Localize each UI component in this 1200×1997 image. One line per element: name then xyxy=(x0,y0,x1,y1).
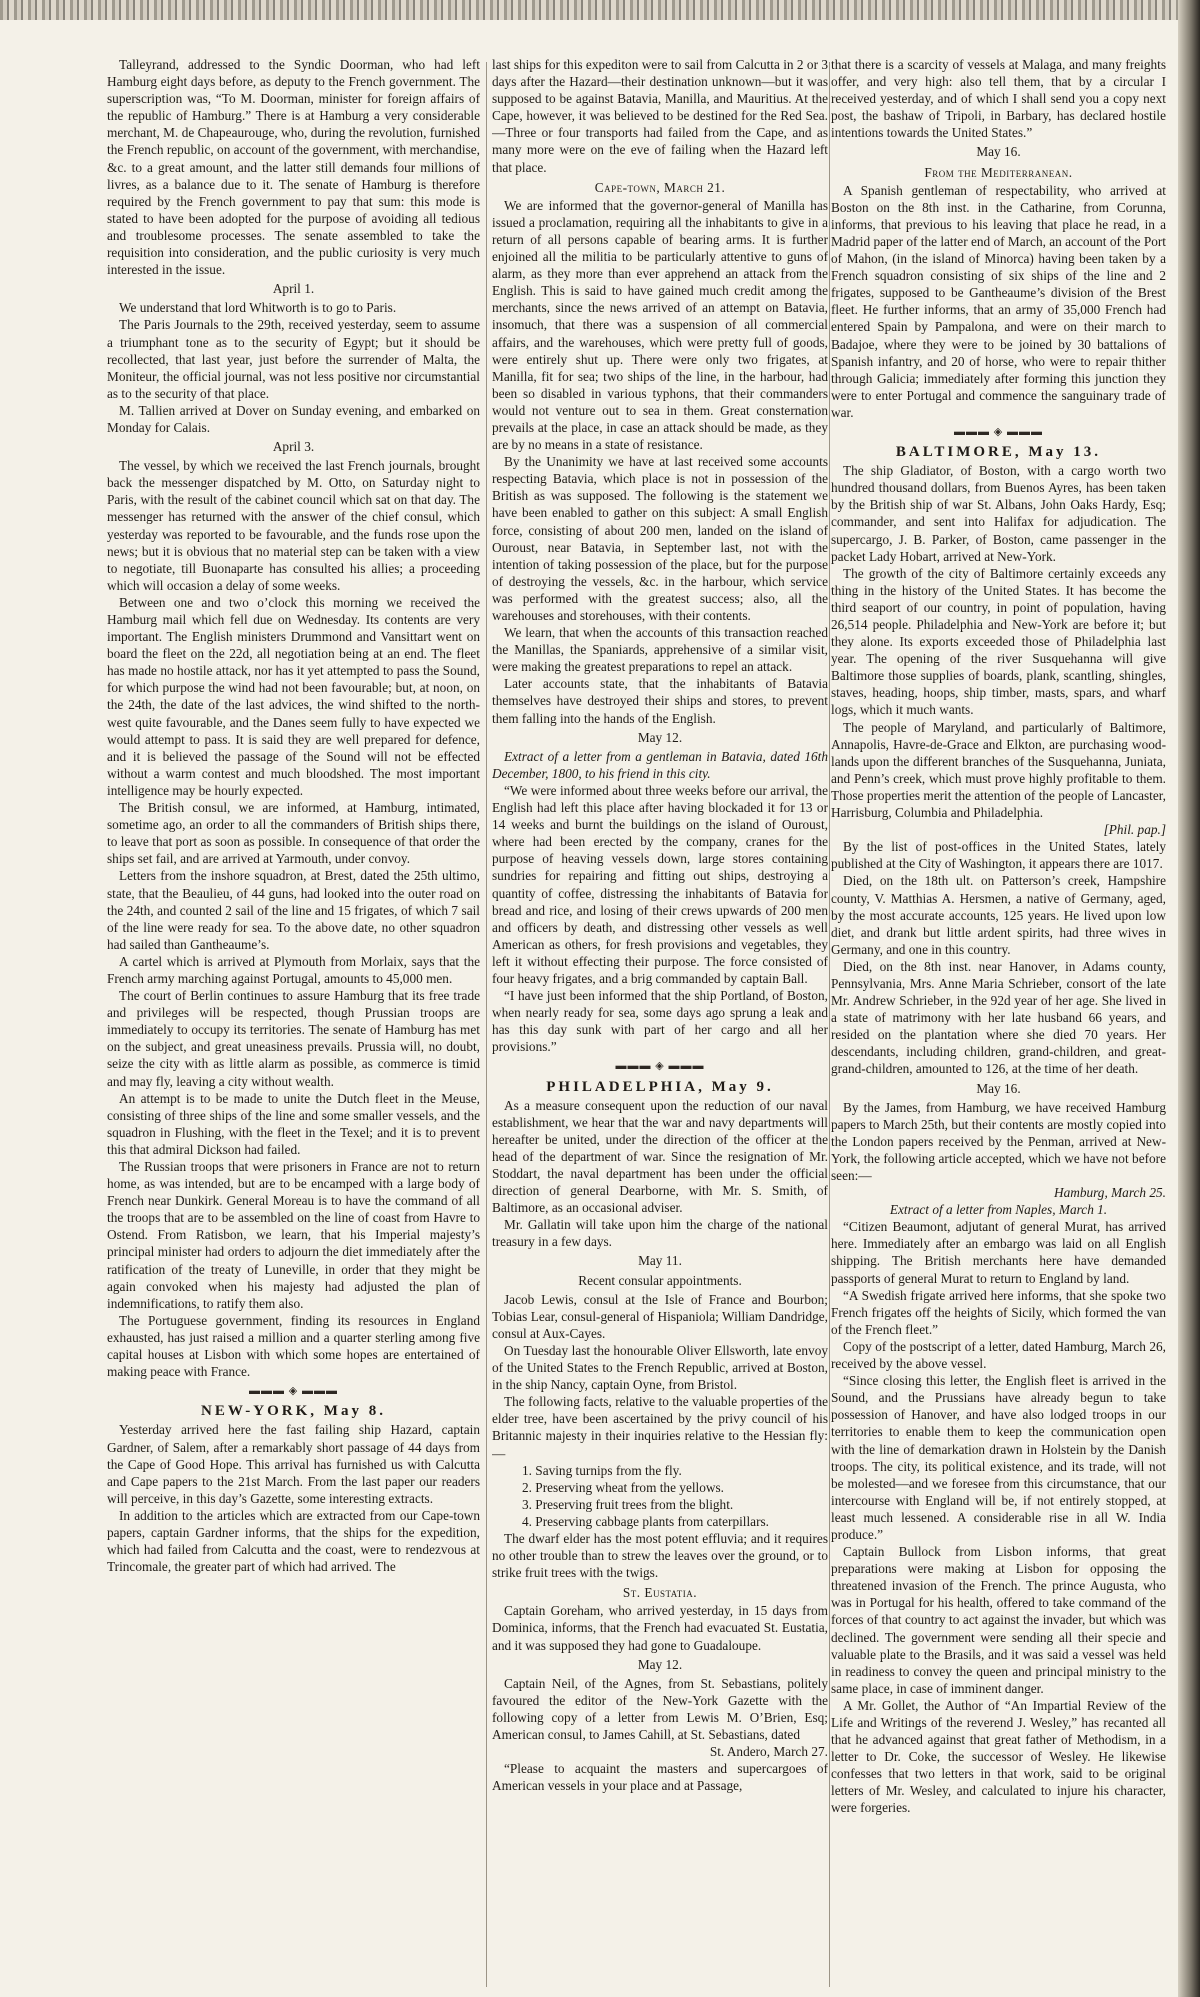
list-item: 1. Saving turnips from the fly. xyxy=(522,1462,682,1478)
paragraph: Between one and two o’clock this morning we received the Hamburg mail which fell due on Wednesday. Its contents are very important. The English ministers Drummond and Vansittart went on board the fleet on the 22d, all negotiation being at an end. The fleet has made no hostile attack, nor has it yet attempted to pass the Sound, for which purpose the wind had not been favourable; but, at noon, on the 24th, the date of the last advices, the wind shifted to the north-west quite favourable, and the Danes seem fully to have expected we would attempt to pass. It is said they are well prepared for defence, and it is believed the passage of the Sound will not be effected without a warm contest and much bloodshed. The most important intelligence may be hourly expected. xyxy=(107,594,480,798)
paragraph: Later accounts state, that the inhabitants of Batavia themselves have destroyed their ships and stores, to prevent them falling into the hands of the English. xyxy=(492,676,828,726)
paragraph: that there is a scarcity of vessels at Malaga, and many freights offer, and very high: also tell them, that by a circular I received yesterday, and of which I shall send you a copy next post, the bashaw of Tripoli, in Barbary, has declared hostile intentions towards the United States.” xyxy=(831,57,1166,141)
paragraph: The dwarf elder has the most potent effluvia; and it requires no other trouble than to strew the leaves over the ground, or to strike fruit trees with the twigs. xyxy=(492,1530,828,1581)
paragraph: A Spanish gentleman of respectability, who arrived at Boston on the 8th inst. in the Catharine, from Corunna, informs, that previous to his leaving that place he read, in a Madrid paper of the latter end of March, an account of the Port of Mahon, (in the island of Minorca) having been taken by a French squadron consisting of six ships of the line and 2 frigates, supposed to be Gantheaume’s division of the Brest fleet. He further informs, that an army of 35,000 French had entered Spain by Pampalona, and were on their march to Badajoe, where they were to be joined by 30 battalions of Spanish infantry, and 20 of horse, who were to repair thither through Galicia; immediately after forming this junction they were to enter Portugal and commence the sanguinary trade of war. xyxy=(831,182,1166,420)
section-heading-philadelphia: PHILADELPHIA, May 9. xyxy=(546,1078,774,1095)
column-2 xyxy=(492,56,828,1991)
dateline: May 16. xyxy=(976,144,1021,160)
dateline: May 12. xyxy=(637,729,683,745)
paragraph: Letters from the inshore squadron, at Brest, dated the 25th ultimo, state, that the Beaulieu, of 44 guns, had looked into the outer road on the 24th, and counted 2 sail of the line and 15 frigates, of which 7 sail of the line were ready for sea. To the above date, no other squadron had sailed than Gantheaume’s. xyxy=(107,868,480,952)
paragraph: The ship Gladiator, of Boston, with a cargo worth two hundred thousand dollars, from Buenos Ayres, has been taken by the British ship of war St. Albans, John Oaks Hardy, Esq; commander, and sent into Halifax for adjudication. The supercargo, J. B. Parker, of Boston, came passenger in the packet Lady Hobart, arrived at New-York. xyxy=(831,463,1166,564)
page-fold-shadow xyxy=(1178,0,1200,1997)
column-rule xyxy=(829,62,830,1987)
paragraph: Captain Neil, of the Agnes, from St. Sebastians, politely favoured the editor of the New-York Gazette with the following copy of a letter from Lewis M. O’Brien, Esq; American consul, to James Cahill, at St. Sebastians, dated xyxy=(492,1675,828,1742)
paragraph: The growth of the city of Baltimore certainly exceeds any thing in the history of the United States. It has become the third seaport of our country, in point of population, having 26,514 people. Philadelphia and New-York are before it; but they alone. Its exports exceeded those of Philadelphia last year. The opening of the river Susquehanna will give Baltimore those supplies of boards, plank, scantling, shingles, staves, heading, hoops, ship timber, masts, spars, and wharf logs, which it much wants. xyxy=(831,565,1166,718)
paragraph: Talleyrand, addressed to the Syndic Doorman, who had left Hamburg eight days before, as deputy to the French government. The superscription was, “To M. Doorman, minister for foreign affairs of the republic of Hamburg.” There is at Hamburg a very considerable merchant, M. de Chapeaurouge, who, during the revolution, furnished the French republic, on account of the government, with merchandise, &c. to a great amount, and the latter still demands four millions of livres, as a balance due to it. The senate of Hamburg is therefore required by the French government to pay that sum: this mode is stated to have been adopted for the purpose of avoiding all tedious and troublesome processes. The senate assembled to take the requisition into consideration, and the public curiosity is very much interested in the issue. xyxy=(107,57,480,278)
section-heading-new-york: NEW-YORK, May 8. xyxy=(201,1403,386,1420)
section-heading-mediterranean: From the Mediterranean. xyxy=(924,164,1073,180)
section-heading-baltimore: BALTIMORE, May 13. xyxy=(895,444,1102,461)
paragraph: The Paris Journals to the 29th, received yesterday, seem to assume a triumphant tone as to the security of Egypt; but it should be recollected, that last year, just before the surrender of Malta, the Moniteur, the official journal, was not less positive nor circumstantial as to the security of that place. xyxy=(107,317,480,401)
column-3 xyxy=(831,56,1166,1991)
paragraph: By the Unanimity we have at last received some accounts respecting Batavia, which place is not in possession of the British as was supposed. The following is the statement we have been enabled to gather on this subject: A small English force, consisting of about 200 men, landed on the island of Ouroust, near Batavia, in September last, not with the intention of taking possession of the place, but for the purpose of destroying the vessels, &c. in the harbour, which service was performed with the greatest success; also, all the warehouses and storehouses, with their contents. xyxy=(492,454,828,623)
list-item: 2. Preserving wheat from the yellows. xyxy=(522,1479,724,1495)
list-item: 4. Preserving cabbage plants from caterpillars. xyxy=(522,1513,770,1529)
section-ornament: ▬▬▬ ◈ ▬▬▬ xyxy=(954,425,1043,438)
dateline: May 12. xyxy=(637,1656,683,1672)
paragraph: The Portuguese government, finding its resources in England exhausted, has just raised a million and a quarter sterling among five capital houses at Lisbon with which some hopes are entertained of making peace with France. xyxy=(107,1312,480,1380)
extract-heading: Extract of a letter from Naples, March 1. xyxy=(889,1202,1108,1218)
extract-heading: Extract of a letter from a gentleman in Batavia, dated 16th December, 1800, to his friend in this city. xyxy=(492,748,828,781)
dateline-st-andero: St. Andero, March 27. xyxy=(709,1744,828,1760)
paragraph: Jacob Lewis, consul at the Isle of France and Bourbon; Tobias Lear, consul-general of Hispaniola; William Dandridge, consul at Aux-Cayes. xyxy=(492,1291,828,1341)
section-ornament: ▬▬▬ ◈ ▬▬▬ xyxy=(615,1060,705,1073)
paragraph: “Please to acquaint the masters and supercargoes of American vessels in your place and at Passage, xyxy=(492,1761,828,1794)
paragraph: A Mr. Gollet, the Author of “An Impartial Review of the Life and Writings of the reverend J. Wesley,” has recanted all that he advanced against that great father of Methodism, in a letter to Dr. Coke, the successor of Wesley. He likewise confesses that two letters in that work, said to be original letters of Mr. Wesley, and calculated to injure his character, were forgeries. xyxy=(831,1697,1166,1816)
paragraph: The people of Maryland, and particularly of Baltimore, Annapolis, Havre-de-Grace and Elkton, are purchasing wood-lands upon the different branches of the Susquehanna, Juniata, and Penn’s creek, which must prove highly profitable to them. Those properties merit the attention of the people of Lancaster, Harrisburg, Columbia and Philadelphia. xyxy=(831,719,1166,821)
paragraph: Captain Goreham, who arrived yesterday, in 15 days from Dominica, informs, that the French had evacuated St. Eustatia, and it was supposed they had gone to Guadaloupe. xyxy=(492,1603,828,1653)
elder-tree-list xyxy=(492,1462,828,1530)
paragraph: Died, on the 8th inst. near Hanover, in Adams county, Pennsylvania, Mrs. Anne Maria Schrieber, consort of the late Mr. Andrew Schrieber, in the 92d year of her age. She lived in a state of matrimony with her late husband 66 years, and resided on the plantation where she died 70 years. Her descendants, including children, grand-children, and great-grand-children, amounted to 126, at the time of her death. xyxy=(831,958,1166,1077)
section-heading-st-eustatia: St. Eustatia. xyxy=(622,1585,698,1601)
paragraph: M. Tallien arrived at Dover on Sunday evening, and embarked on Monday for Calais. xyxy=(107,402,480,435)
subheading-consular-appointments: Recent consular appointments. xyxy=(578,1272,742,1288)
column-1 xyxy=(107,56,480,1991)
torn-top-edge xyxy=(0,0,1200,20)
list-item: 3. Preserving fruit trees from the blight. xyxy=(522,1496,734,1512)
dateline-hamburg: Hamburg, March 25. xyxy=(1053,1185,1166,1201)
paragraph: “Citizen Beaumont, adjutant of general Murat, has arrived here. Immediately after an embargo was laid on all English shipping. The British merchants here have demanded passports of general Murat to return to England by land. xyxy=(831,1219,1166,1286)
paragraph: The Russian troops that were prisoners in France are not to return home, as was intended, but are to be encamped with a large body of French near Dunkirk. General Moreau is to have the command of all the troops that are to be assembled on the line of coast from Havre to Ostend. From Ratisbon, we learn, that his Imperial majesty’s principal minister had orders to adjourn the diet immediately after the ratification of the treaty of Luneville, in order that they might be again convoked when his majesty had adjusted the plan of indemnifications, to ratify them also. xyxy=(107,1159,480,1311)
paragraph: Mr. Gallatin will take upon him the charge of the national treasury in a few days. xyxy=(492,1217,828,1250)
source-attribution: [Phil. pap.] xyxy=(1103,822,1166,838)
paragraph: We understand that lord Whitworth is to go to Paris. xyxy=(119,300,397,316)
paragraph: last ships for this expediton were to sail from Calcutta in 2 or 3 days after the Hazard—their destination unknown—but it was supposed to be against Batavia, Manilla, and Mauritius. At the Cape, however, it was believed to be destined for the Red Sea.—Three or four transports had failed from the Cape, and as many more were on the eve of failing when the Hazard left that place. xyxy=(492,57,828,175)
paragraph: “I have just been informed that the ship Portland, of Boston, when nearly ready for sea, some days ago sprung a leak and has this day sunk with part of her cargo and all her provisions.” xyxy=(492,988,828,1055)
paragraph: “A Swedish frigate arrived here informs, that she spoke two French frigates off the heights of Sicily, which formed the van of the French fleet.” xyxy=(831,1287,1166,1337)
paragraph: The court of Berlin continues to assure Hamburg that its free trade and privileges will be respected, though Prussian troops are immediately to occupy its territories. The senate of Hamburg has met on the subject, and great uneasiness prevails. Prussia will, no doubt, seize the city with as little alarm as possible, as commerce is timid and may fly, leaving a city without wealth. xyxy=(107,988,480,1089)
dateline: April 1. xyxy=(272,281,315,297)
paragraph: An attempt is to be made to unite the Dutch fleet in the Meuse, consisting of three ships of the line and some smaller vessels, and the squadron in Flushing, with the fleet in the Texel; and it is to prevent this that admiral Dickson had failed. xyxy=(107,1090,480,1157)
section-heading-cape-town: Cape-town, March 21. xyxy=(594,179,726,195)
paragraph: The following facts, relative to the valuable properties of the elder tree, have been ascertained by the privy council of his Britannic majesty in their inquiries relative to the Hessian fly:— xyxy=(492,1394,828,1461)
paragraph: Copy of the postscript of a letter, dated Hamburg, March 26, received by the above vessel. xyxy=(831,1338,1166,1372)
paragraph: As a measure consequent upon the reduction of our naval establishment, we hear that the war and navy departments will hereafter be united, under the direction of the officer at the head of the department of war. Since the resignation of Mr. Stoddart, the naval department has been under the official direction of general Dearborne, with Mr. S. Smith, of Baltimore, as an occasional adviser. xyxy=(492,1097,828,1216)
paragraph: Yesterday arrived here the fast failing ship Hazard, captain Gardner, of Salem, after a remarkably short passage of 44 days from the Cape of Good Hope. This arrival has furnished us with Calcutta and Cape papers to the 21st March. From the last paper our readers will perceive, in this day’s Gazette, some interesting extracts. xyxy=(107,1422,480,1506)
paragraph: We are informed that the governor-general of Manilla has issued a proclamation, requiring all the inhabitants to give in a return of all persons capable of bearing arms. It is further enjoined all the militia to be particularly attentive to guns of alarm, as they more than ever apprehend an attack from the English. This is said to have gained much credit among the merchants, since the news arrived of an attempt on Batavia, insomuch, that there was a suspension of all commercial affairs, and the warehouses, which were pretty full of goods, were entirely shut up. There were only two frigates, at Manilla, fit for sea; two ships of the line, in the harbour, had been so disabled in various typhons, that their commanders would not venture out to sea in them. Great consternation prevails at the place, in case an attack should be made, as they are by no means in a state of resistance. xyxy=(492,197,828,453)
column-rule xyxy=(486,62,487,1987)
paragraph: Captain Bullock from Lisbon informs, that great preparations were making at Lisbon for opposing the threatened invasion of the French. The prince Augusta, who was in Portugal for his health, offered to take command of the forces of that country to act against the invader, but which was declined. The government were sending all their specie and valuable plate to the Brasils, and it was said a vessel was held in readiness to convey the queen and principal ministry to the same place, in case of imminent danger. xyxy=(831,1544,1166,1696)
dateline: May 11. xyxy=(638,1253,682,1269)
paragraph: A cartel which is arrived at Plymouth from Morlaix, says that the French army marching against Portugal, amounts to 45,000 men. xyxy=(107,953,480,986)
paragraph: By the James, from Hamburg, we have received Hamburg papers to March 25th, but their contents are mostly copied into the London papers received by the Penman, arrived at New-York, the following article accepted, which we have not before seen:— xyxy=(831,1099,1166,1183)
section-ornament: ▬▬▬ ◈ ▬▬▬ xyxy=(249,1385,338,1398)
paragraph: Died, on the 18th ult. on Patterson’s creek, Hampshire county, V. Matthias A. Hersmen, a native of Germany, aged, by the most accurate accounts, 125 years. He lived upon low diet, and drank but little ardent spirits, had three wives in Germany, and one in this country. xyxy=(831,873,1166,957)
paragraph: On Tuesday last the honourable Oliver Ellsworth, late envoy of the United States to the French Republic, arrived at Boston, in the ship Nancy, captain Oyne, from Bristol. xyxy=(492,1342,828,1393)
dateline: May 16. xyxy=(976,1080,1021,1096)
paragraph: “Since closing this letter, the English fleet is arrived in the Sound, and the Prussians have already begun to take possession of Hanover, and have also lodged troops in our territories to enable them to keep the communication open with the line of demarkation drawn in Holstein by the Danish troops. The city, its political existence, and its trade, will not be molested—and we foresee from this circumstance, that our intercourse with England will be, if not entirely stopped, at least much lessened. A considerable rise in all W. India produce.” xyxy=(831,1373,1166,1542)
paragraph: By the list of post-offices in the United States, lately published at the City of Washington, it appears there are 1017. xyxy=(831,839,1166,872)
paragraph: “We were informed about three weeks before our arrival, the English had left this place after having blockaded it for 13 or 14 weeks and burnt the buildings on the island of Ouroust, where had been erected by the company, cranes for the purpose of heaving vessels down, large stores containing sundries for repairing and fitting out ships, destroying a quantity of coffee, distressing the inhabitants of Batavia for bread and rice, and losing of their crews upwards of 200 men and officers by death, and distressing other vessels as well American as others, for fresh provisions and vegetables, they left it without effecting their purpose. The force consisted of four heavy frigates, and a brig commanded by captain Ball. xyxy=(492,782,828,986)
dateline: April 3. xyxy=(272,439,315,455)
paragraph: The vessel, by which we received the last French journals, brought back the messenger dispatched by M. Otto, on Saturday night to Paris, with the result of the cabinet council which sat on that day. The messenger has returned with the answer of the chief consul, which yesterday was reported to be favourable, and the funds rose upon the news; but it is obvious that no material step can be taken with a view to negotiate, till Buonaparte has consulted his allies; a proceeding which will occasion a delay of some weeks. xyxy=(107,458,480,593)
paragraph: In addition to the articles which are extracted from our Cape-town papers, captain Gardner informs, that the ships for the expedition, which had failed from Calcutta and the coast, were to rendezvous at Trincomale, the greater part of which had arrived. The xyxy=(107,1507,480,1575)
paragraph: The British consul, we are informed, at Hamburg, intimated, sometime ago, an order to all the commanders of British ships there, to leave that port as soon as possible. In consequence of that order the ships set fail, and are arrived at Yarmouth, under convoy. xyxy=(107,800,480,867)
paragraph: We learn, that when the accounts of this transaction reached the Manillas, the Spaniards, apprehensive of a similar visit, were making the greatest preparations to repel an attack. xyxy=(492,625,828,675)
